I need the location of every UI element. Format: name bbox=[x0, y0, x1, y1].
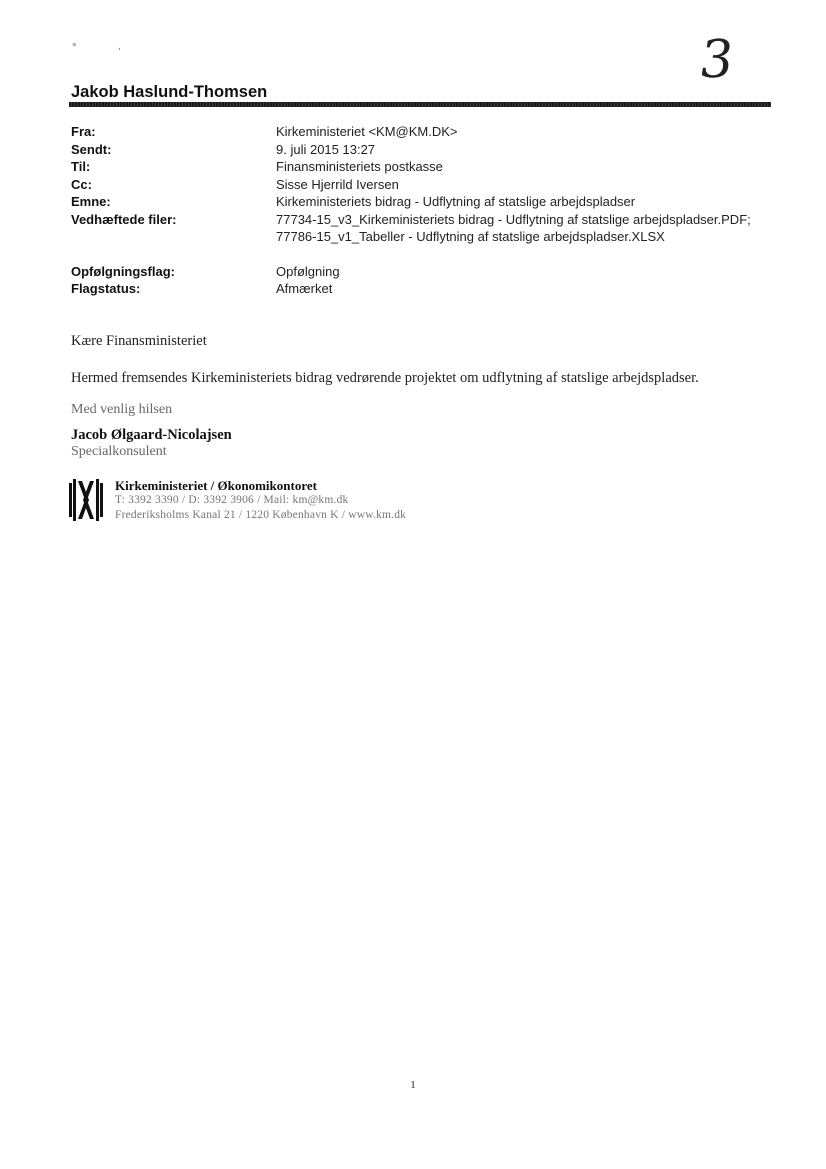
meta-value-subject: Kirkeministeriets bidrag - Udflytning af statslige arbejdspladser bbox=[276, 194, 636, 209]
signature-name: Jacob Ølgaard-Nicolajsen bbox=[71, 427, 232, 443]
org-name: Kirkeministeriet / Økonomikontoret bbox=[115, 478, 317, 493]
meta-row-flag-status bbox=[71, 280, 771, 298]
meta-label: Til: bbox=[71, 159, 91, 174]
page-number: 1 bbox=[410, 1079, 416, 1091]
header-name: Jakob Haslund-Thomsen bbox=[71, 83, 268, 101]
email-metadata bbox=[71, 123, 771, 298]
meta-label: Emne: bbox=[71, 194, 111, 209]
meta-label: Flagstatus: bbox=[71, 281, 141, 296]
meta-gap bbox=[71, 246, 771, 263]
ministry-logo-icon bbox=[69, 479, 103, 521]
signature-title: Specialkonsulent bbox=[71, 444, 167, 459]
email-body: Hermed fremsendes Kirkeministeriets bidrag vedrørende projektet om udflytning af statslige arbejdspladser. bbox=[71, 370, 699, 386]
meta-row-attachments bbox=[71, 211, 771, 229]
meta-value-to: Finansministeriets postkasse bbox=[276, 159, 443, 174]
meta-label: Sendt: bbox=[71, 141, 112, 157]
signature-organization bbox=[115, 478, 406, 523]
meta-row-to bbox=[71, 158, 771, 176]
handwritten-page-number: 3 bbox=[695, 30, 738, 90]
meta-value-sent: 9. juli 2015 13:27 bbox=[276, 141, 376, 157]
email-greeting: Kære Finansministeriet bbox=[71, 333, 207, 349]
meta-value-cc: Sisse Hjerrild Iversen bbox=[276, 176, 399, 192]
header-rule bbox=[69, 102, 771, 107]
attachment-xlsx: 77786-15_v1_Tabeller - Udflytning af statslige arbejdspladser.XLSX bbox=[276, 229, 665, 244]
meta-value-followup-flag: Opfølgning bbox=[276, 263, 340, 279]
meta-label: Cc: bbox=[71, 176, 92, 192]
meta-row-attachments-2 bbox=[71, 228, 771, 246]
meta-label: Opfølgningsflag: bbox=[71, 263, 175, 279]
meta-value-from: Kirkeministeriet <KM@KM.DK> bbox=[276, 124, 458, 139]
meta-label: Fra: bbox=[71, 124, 96, 139]
meta-value-flag-status: Afmærket bbox=[276, 281, 333, 296]
attachment-pdf: 77734-15_v3_Kirkeministeriets bidrag - Udflytning af statslige arbejdspladser.PDF; bbox=[276, 211, 751, 227]
meta-row-subject bbox=[71, 193, 771, 211]
meta-label: Vedhæftede filer: bbox=[71, 211, 177, 227]
email-closing: Med venlig hilsen bbox=[71, 402, 173, 417]
scan-mark-right: , bbox=[118, 42, 121, 52]
org-address: Frederiksholms Kanal 21 / 1220 København K / www.km.dk bbox=[115, 509, 407, 521]
org-contact: T: 3392 3390 / D: 3392 3906 / Mail: km@km.dk bbox=[115, 494, 349, 506]
meta-row-sent bbox=[71, 141, 771, 159]
meta-row-followup-flag bbox=[71, 263, 771, 281]
meta-label bbox=[71, 228, 276, 246]
meta-row-from bbox=[71, 123, 771, 141]
meta-row-cc bbox=[71, 176, 771, 194]
scan-mark-left: * bbox=[72, 42, 77, 52]
